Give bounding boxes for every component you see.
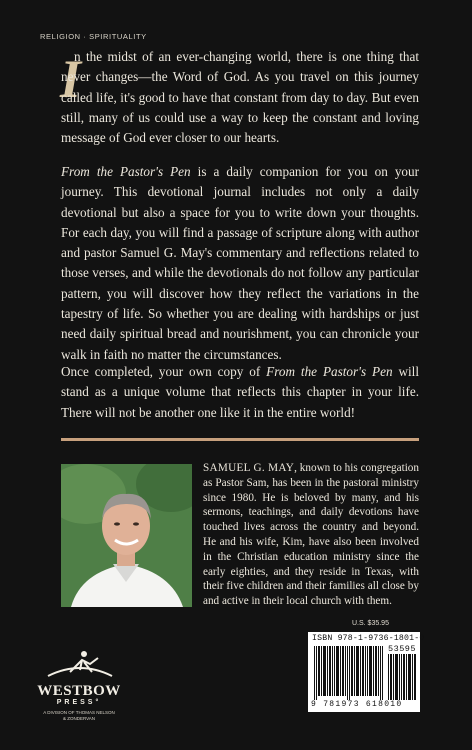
intro-paragraph-3 bbox=[61, 362, 419, 423]
intro-paragraph-3-text: will stand as a unique volume that reflects this chapter in your life. There will not be another one like it in the entire world! bbox=[61, 364, 419, 420]
barcode-digits: 9 781973 618010 bbox=[311, 700, 403, 709]
intro-paragraph-2 bbox=[61, 162, 419, 365]
author-bio bbox=[203, 461, 419, 609]
intro-paragraph-2-text: is a daily companion for you on your journey. This devotional journal includes not only a daily devotional but also a space for you to write down your thoughts. For each day, you will find a passage of scripture along with author and pastor Samuel G. May's commentary and reflections related to those verses, and while the devotionals do not follow any particular pattern, you will discover how they reflect the variations in the tapestry of life. So whether you are dealing with hardships or just need daily spiritual bread and nourishment, you can chronicle your walk in faith no matter the circumstances. bbox=[61, 164, 419, 362]
intro-paragraph-3-start: Once completed, your own copy of bbox=[61, 364, 267, 379]
westbow-logo-icon bbox=[40, 646, 120, 686]
intro-paragraph-1 bbox=[61, 47, 419, 148]
divider-rule bbox=[61, 438, 419, 441]
publisher-name: WESTBOW bbox=[37, 683, 121, 699]
publisher-subline-1: A DIVISION OF THOMAS NELSON bbox=[43, 710, 115, 715]
author-photo bbox=[61, 464, 192, 607]
isbn-text: ISBN 978-1-9736-1801-0 bbox=[312, 634, 425, 643]
publisher-press: PRESS° bbox=[56, 699, 102, 706]
barcode bbox=[308, 632, 425, 712]
publisher-subline bbox=[34, 710, 124, 722]
book-title: From the Pastor's Pen bbox=[61, 164, 191, 179]
author-name: SAMUEL G. MAY bbox=[203, 462, 295, 474]
intro-paragraph-1-text: n the midst of an ever-changing world, there is one thing that never changes—the Word of God. As you travel on this journey called life, it's good to have that constant from day to day. But even still, many of us could use a way to keep the constant and loving message of God ever closer to our hearts. bbox=[61, 49, 419, 146]
price-label: U.S. $35.95 bbox=[352, 620, 389, 627]
barcode-bars-icon bbox=[314, 646, 384, 700]
barcode-addon-digits: 53595 bbox=[388, 644, 417, 654]
author-portrait-icon bbox=[61, 464, 192, 607]
book-title: From the Pastor's Pen bbox=[266, 364, 393, 379]
drop-cap: I bbox=[60, 49, 82, 109]
category-label: RELIGION · SPIRITUALITY bbox=[40, 32, 147, 41]
publisher-subline-2: & ZONDERVAN bbox=[62, 716, 96, 721]
barcode-addon-bars-icon bbox=[388, 654, 416, 700]
author-bio-text: , known to his congregation as Pastor Sam, has been in the pastoral ministry since 1980. He is beloved by many, and his sermons, teachings, and daily devotions have touched lives across the country and beyond. He and his wife, Kim, have also been involved in the Christian education ministry since the early eighties, and they reside in Texas, with their five children and their families all close by and active in their local church with them. bbox=[203, 462, 419, 608]
